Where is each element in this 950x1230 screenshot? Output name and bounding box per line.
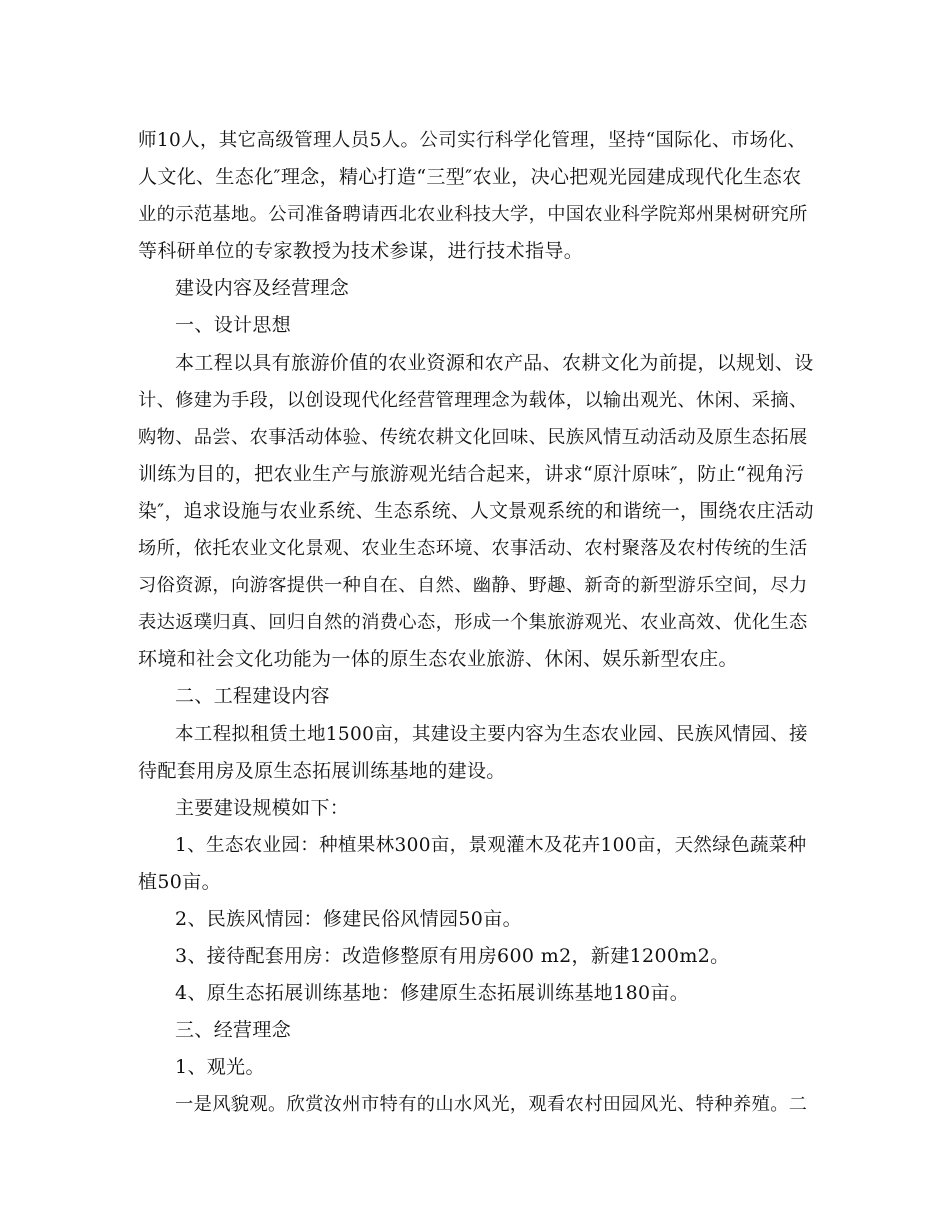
text-line: 环境和社会文化功能为一体的原生态农业旅游、休闲、娱乐新型农庄。	[138, 648, 738, 671]
text-line: 师10人，其它高级管理人员5人。公司实行科学化管理，坚持“国际化、市场化、	[138, 130, 807, 151]
text-line: 1、观光。	[175, 1056, 265, 1079]
text-line: 习俗资源，向游客提供一种自在、自然、幽静、野趣、新奇的新型游乐空间，尽力	[138, 575, 808, 597]
text-line: 计、修建为手段，以创设现代化经营管理理念为载体，以输出观光、休闲、采摘、	[138, 389, 808, 411]
text-line: 主要建设规模如下：	[175, 796, 350, 819]
text-line: 业的示范基地。公司准备聘请西北农业科技大学，中国农业科学院郑州果树研究所	[138, 204, 808, 226]
text-line: 人文化、生态化″理念，精心打造“三型″农业，决心把观光园建成现代化生态农	[138, 166, 802, 189]
document-body	[138, 122, 812, 1124]
text-line: 场所，依托农业文化景观、农业生态环境、农事活动、农村聚落及农村传统的生活	[138, 538, 808, 560]
text-line: 2、民族风情园：修建民俗风情园50亩。	[175, 907, 522, 930]
text-line: 1、生态农业园：种植果林300亩，景观灌木及花卉100亩，天然绿色蔬菜种	[175, 834, 807, 856]
text-line: 本工程以具有旅游价值的农业资源和农产品、农耕文化为前提，以规划、设	[175, 351, 814, 374]
text-line: 3、接待配套用房：改造修整原有用房600 m2，新建1200m2。	[175, 945, 730, 968]
text-line: 等科研单位的专家教授为技术参谋，进行技术指导。	[138, 240, 584, 263]
text-line: 待配套用房及原生态拓展训练基地的建设。	[138, 759, 506, 782]
text-line: 训练为目的，把农业生产与旅游观光结合起来，讲求“原汁原味″，防止“视角污	[138, 462, 805, 485]
text-line: 建设内容及经营理念	[175, 277, 350, 300]
text-line: 购物、品尝、农事活动体验、传统农耕文化回味、民族风情互动活动及原生态拓展	[138, 426, 808, 448]
text-line: 表达返璞归真、回归自然的消费心态，形成一个集旅游观光、农业高效、优化生态	[138, 612, 808, 634]
text-line: 三、经营理念	[175, 1019, 292, 1042]
text-line: 植50亩。	[138, 870, 221, 893]
text-line: 4、原生态拓展训练基地：修建原生态拓展训练基地180亩。	[175, 982, 690, 1005]
text-line: 二、工程建设内容	[175, 685, 330, 708]
text-line: 一是风貌观。欣赏汝州市特有的山水风光，观看农村田园风光、特种养殖。二	[175, 1094, 808, 1116]
text-line: 染″，追求设施与农业系统、生态系统、人文景观系统的和谐统一，围绕农庄活动	[138, 500, 814, 522]
text-line: 本工程拟租赁土地1500亩，其建设主要内容为生态农业园、民族风情园、接	[175, 723, 808, 745]
text-line: 一、设计思想	[175, 314, 292, 337]
